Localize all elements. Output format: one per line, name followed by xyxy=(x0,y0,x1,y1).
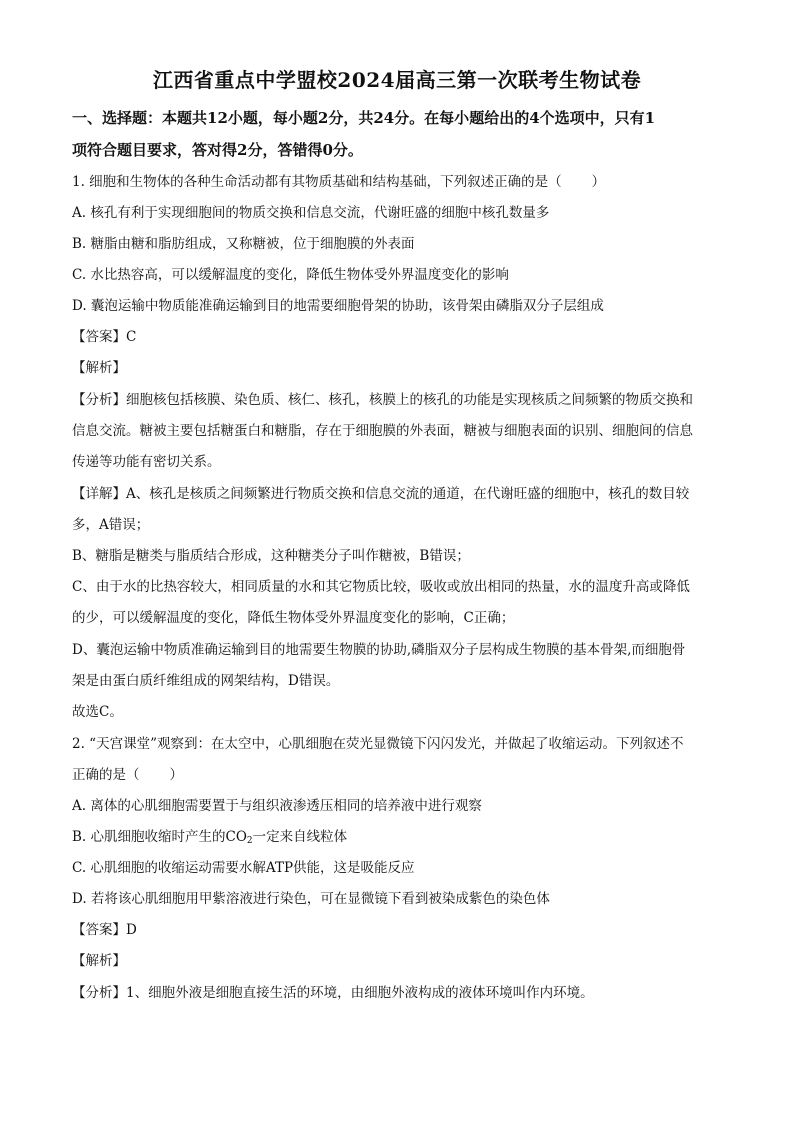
question-1-xiangjie-line-3: B、糖脂是糖类与脂质结合形成，这种糖类分子叫作糖被，B错误； xyxy=(72,548,470,564)
question-1-xiangjie-line-6: D、囊泡运输中物质准确运输到目的地需要生物膜的协助,磷脂双分子层构成生物膜的基本骨架,而细胞骨 xyxy=(72,642,686,658)
question-2-stem-text: 正确的是（ xyxy=(72,767,140,783)
question-2-option-b-text: B. 心肌细胞收缩时产生的CO xyxy=(72,829,247,845)
question-1-xiangjie-line-1: 【详解】A、核孔是核质之间频繁进行物质交换和信息交流的通道，在代谢旺盛的细胞中，核孔的数目较 xyxy=(72,486,690,502)
question-2-option-c: C. 心肌细胞的收缩运动需要水解ATP供能，这是吸能反应 xyxy=(72,860,415,876)
question-2-option-a: A. 离体的心肌细胞需要置于与组织液渗透压相同的培养液中进行观察 xyxy=(72,798,482,814)
question-2-analysis-heading: 【解析】 xyxy=(72,953,126,969)
question-1-fenxi-line-1: 【分析】细胞核包括核膜、染色质、核仁、核孔，核膜上的核孔的功能是实现核质之间频繁的物质交换和 xyxy=(72,392,693,408)
question-2-stem-close: ） xyxy=(169,767,183,783)
question-1-analysis-heading: 【解析】 xyxy=(72,360,126,376)
question-1-xiangjie-line-4: C、由于水的比热容较大，相同质量的水和其它物质比较，吸收或放出相同的热量，水的温度升高或降低 xyxy=(72,579,690,595)
question-2-option-d: D. 若将该心肌细胞用甲紫溶液进行染色，可在显微镜下看到被染成紫色的染色体 xyxy=(72,891,550,907)
question-2-fenxi: 【分析】1、细胞外液是细胞直接生活的环境，由细胞外液构成的液体环境叫作内环境。 xyxy=(72,985,594,1001)
question-2-stem-line-2 xyxy=(72,765,732,785)
section-instructions-line-1: 一、选择题：本题共12小题，每小题2分，共24分。在每小题给出的4个选项中，只有1 xyxy=(72,109,656,127)
question-1-xiangjie-line-2: 多，A错误； xyxy=(72,517,150,533)
question-1-stem-text: 1. 细胞和生物体的各种生命活动都有其物质基础和结构基础，下列叙述正确的是（ xyxy=(72,174,562,190)
section-instructions-line-2: 项符合题目要求，答对得2分，答错得0分。 xyxy=(72,141,363,159)
question-1-option-a: A. 核孔有利于实现细胞间的物质交换和信息交流，代谢旺盛的细胞中核孔数量多 xyxy=(72,205,550,221)
question-2-answer: 【答案】D xyxy=(72,922,137,938)
subscript: 2 xyxy=(246,836,253,846)
question-2-stem-line-1: 2. “天宫课堂”观察到：在太空中，心肌细胞在荧光显微镜下闪闪发光，并做起了收缩运动。下列叙述不 xyxy=(72,736,684,752)
question-1-fenxi-line-2: 信息交流。糖被主要包括糖蛋白和糖脂，存在于细胞膜的外表面，糖被与细胞表面的识别、细胞间的信息 xyxy=(72,423,693,439)
question-1-stem xyxy=(72,172,732,192)
question-1-conclusion: 故选C。 xyxy=(72,704,123,720)
question-1-option-c: C. 水比热容高，可以缓解温度的变化，降低生物体受外界温度变化的影响 xyxy=(72,267,509,283)
page-title: 江西省重点中学盟校2024届高三第一次联考生物试卷 xyxy=(152,68,642,92)
question-1-option-b: B. 糖脂由糖和脂肪组成，又称糖被，位于细胞膜的外表面 xyxy=(72,236,415,252)
question-1-fenxi-line-3: 传递等功能有密切关系。 xyxy=(72,454,221,470)
question-1-xiangjie-line-5: 的少，可以缓解温度的变化，降低生物体受外界温度变化的影响，C正确； xyxy=(72,610,515,626)
question-1-stem-close: ） xyxy=(591,174,606,190)
question-1-option-d: D. 囊泡运输中物质能准确运输到目的地需要细胞骨架的协助，该骨架由磷脂双分子层组成 xyxy=(72,298,604,314)
question-1-answer: 【答案】C xyxy=(72,329,137,345)
question-1-xiangjie-line-7: 架是由蛋白质纤维组成的网架结构，D错误。 xyxy=(72,673,340,689)
question-2-option-b-tail: 一定来自线粒体 xyxy=(252,829,348,845)
question-2-option-b xyxy=(72,827,732,847)
